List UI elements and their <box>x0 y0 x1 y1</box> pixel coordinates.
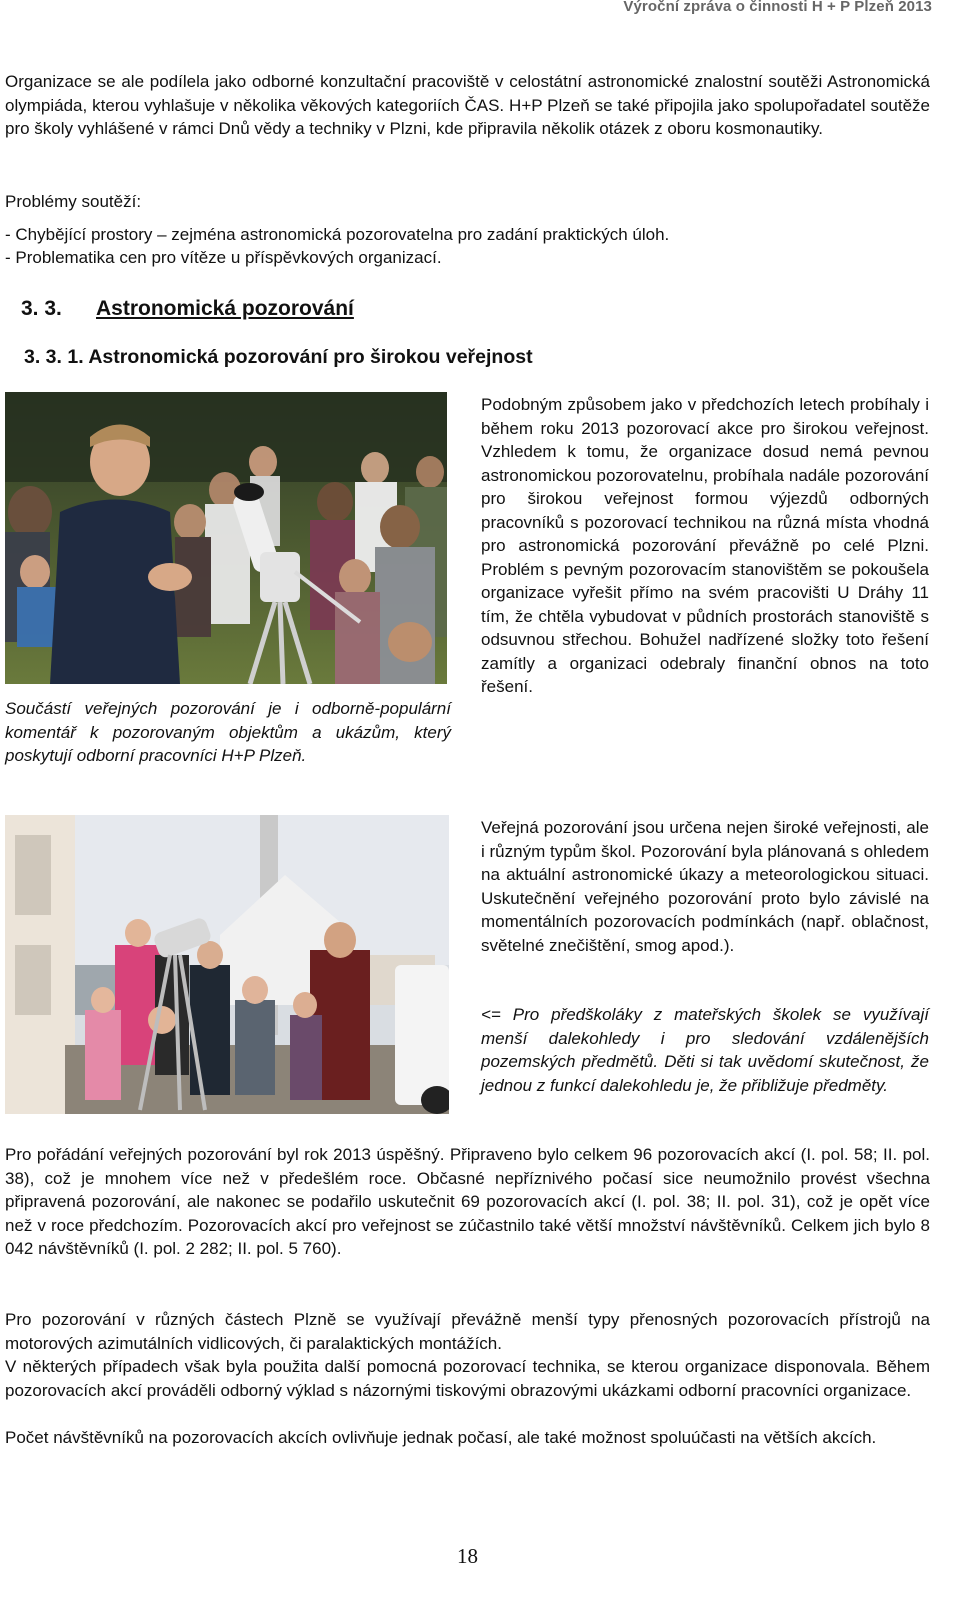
problems-title: Problémy soutěží: <box>5 192 142 211</box>
photo-caption-2: <= Pro předškoláky z mateřských školek se využívají menší dalekohledy i pro sledování vzdálenějších pozemských předmětů. Děti si tak uvědomí skutečnost, že jednou z funkcí dalekohledu je, že přibližuje předměty. <box>481 1005 929 1095</box>
section-title: Astronomická pozorování <box>96 297 354 320</box>
body-paragraph-2a: Pro pozorování v různých částech Plzně se využívají převážně menší typy přenosných pozorovacích přístrojů na motorových azimutálních vidlicových, či paralaktických montážích. <box>5 1310 930 1353</box>
intro-paragraph: Organizace se ale podílela jako odborné konzultační pracoviště v celostátní astronomické znalostní soutěži Astronomická olympiáda, kterou vyhlašuje v několika věkových kategoriích ČAS. H+P Plzeň se také připojila jako spolupořadatel soutěže pro školy vyhlášené v rámci Dnů vědy a techniky v Plzni, kde připravila několik otázek z oboru kosmonautiky. <box>5 72 930 138</box>
right-column-paragraph-1: Podobným způsobem jako v předchozích letech probíhaly i během roku 2013 pozorovací akce pro širokou veřejnost. Vzhledem k tomu, že organizace dosud nemá pevnou astronomickou pozorovatelnu, probíhala nadále pozorování pro širokou veřejnost formou výjezdů odborných pracovníků s pozorovací technikou na různá místa vhodná pro astronomická pozorování převážně po celé Plzni. Problém s pevným pozorovacím stanovištěm se pokoušela organizace vyřešit přímo na svém pracovišti U Dráhy 11 tím, že chtěla vybudovat v půdních prostorách stanoviště s odsuvnou střechou. Bohužel nadřízené složky toto řešení zamítly a organizaci odebraly finanční obnos na toto řešení. <box>481 395 929 696</box>
photo-caption-1: Součástí veřejných pozorování je i odborně-populární komentář k pozorovaným objektům a ukázům, který poskytují odborní pracovníci H+P Plzeň. <box>5 699 451 765</box>
photo-preschoolers-observation <box>5 815 449 1114</box>
body-paragraph-2b: V některých případech však byla použita další pomocná pozorovací technika, se kterou organizace disponovala. Během pozorovacích akcí prováděli odborný výklad s názornými tiskovými obrazovými ukázkami odborní pracovníci organizace. <box>5 1357 930 1400</box>
body-paragraph-2c: Počet návštěvníků na pozorovacích akcích ovlivňuje jednak počasí, ale také možnost spoluúčasti na větších akcích. <box>5 1428 877 1447</box>
section-number: 3. 3. <box>21 297 62 320</box>
photo-telescope-demonstration <box>5 392 447 684</box>
problem-item-1: - Chybějící prostory – zejména astronomická pozorovatelna pro zadání praktických úloh. <box>5 225 670 244</box>
body-paragraph-1: Pro pořádání veřejných pozorování byl rok 2013 úspěšný. Připraveno bylo celkem 96 pozorovacích akcí (I. pol. 58; II. pol. 38), což je mnohem více než v předešlém roce. Občasné nepříznivého počasí sice neumožnilo provést všechna připravená pozorování, ale nakonec se podařilo uskutečnit 69 pozorovacích akcí (I. pol. 38; II. pol. 31), což je opět více než v roce předchozím. Pozorovacích akcí pro veřejnost se zúčastnilo také větší množství návštěvníků. Celkem jich bylo 8 042 návštěvníků (I. pol. 2 282; II. pol. 5 760). <box>5 1145 930 1258</box>
subsection-heading: 3. 3. 1. Astronomická pozorování pro širokou veřejnost <box>24 346 533 368</box>
section-heading <box>5 297 354 321</box>
right-column-paragraph-2: Veřejná pozorování jsou určena nejen široké veřejnosti, ale i různým typům škol. Pozorování byla plánovaná s ohledem na aktuální astronomické úkazy a meteorologickou situaci. Uskutečnění veřejného pozorování proto bylo závislé na momentálních pozorovacích podmínkách (např. oblačnost, světelné znečištění, smog apod.). <box>481 818 929 955</box>
page-number: 18 <box>457 1544 478 1568</box>
problem-item-2: - Problematika cen pro vítěze u příspěvkových organizací. <box>5 248 442 267</box>
running-header: Výroční zpráva o činnosti H + P Plzeň 2013 <box>623 0 932 15</box>
